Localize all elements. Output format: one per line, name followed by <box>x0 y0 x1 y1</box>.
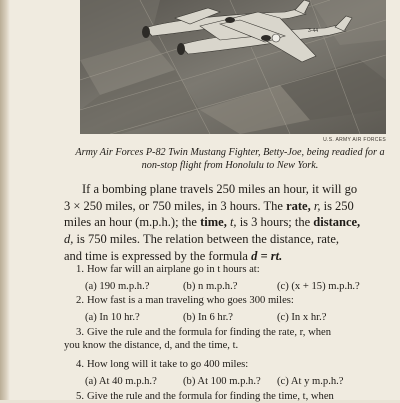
paragraph-line-4: d, is 750 miles. The relation between the distance, rate, <box>64 232 340 247</box>
exercise-text: Give the rule and the formula for finding the time, t, when <box>87 391 334 402</box>
exercise-text: How long will it take to go 400 miles: <box>87 359 249 370</box>
paragraph-line-2: 3 × 250 miles, or 750 miles, in 3 hours. The rate, r, is 250 <box>64 198 354 213</box>
exercise-option: (c) In x hr.? <box>277 312 327 323</box>
exercise-number: 2. <box>76 295 84 306</box>
exercise-number: 3. <box>76 327 84 338</box>
caption-line-1: Army Air Forces P-82 Twin Mustang Fighter, Betty-Joe, being readied for a <box>75 147 385 158</box>
exercise-option: (b) In 6 hr.? <box>183 312 234 323</box>
exercise-text: Give the rule and the formula for finding the rate, r, when <box>87 327 332 338</box>
exercise-number: 1. <box>76 264 84 275</box>
photo-credit: U.S. ARMY AIR FORCES <box>323 137 386 143</box>
tail-marking: 3-44 <box>308 28 319 34</box>
exercise-option: (a) At 40 m.p.h.? <box>85 376 157 387</box>
term-distance: distance, <box>313 215 361 230</box>
formula-d-rt: d = rt. <box>251 248 283 263</box>
exercise-5 <box>64 390 394 403</box>
exercise-option: (c) At y m.p.h.? <box>277 376 344 387</box>
exercise-4 <box>64 358 394 388</box>
paragraph-line-5: and time is expressed by the formula d = rt. <box>64 248 283 263</box>
photo-caption <box>64 146 396 172</box>
exercise-3 <box>64 326 394 352</box>
exercise-text: How fast is a man traveling who goes 300 miles: <box>87 295 294 306</box>
exercise-1 <box>64 263 394 293</box>
intro-paragraph <box>64 181 390 265</box>
exercise-option: (a) In 10 hr.? <box>85 312 140 323</box>
paragraph-line-1: If a bombing plane travels 250 miles an hour, it will go <box>82 182 358 196</box>
exercise-number: 5. <box>76 391 84 402</box>
exercise-2 <box>64 294 394 324</box>
caption-line-2: non-stop flight from Honolulu to New York. <box>141 160 319 171</box>
exercise-option: (b) n m.p.h.? <box>183 281 238 292</box>
term-time: time, <box>200 215 227 230</box>
exercise-option: (a) 190 m.p.h.? <box>85 281 150 292</box>
exercise-text: How far will an airplane go in t hours at: <box>87 264 260 275</box>
aircraft-photo <box>80 0 386 134</box>
book-spine-edge <box>0 0 10 400</box>
exercise-option: (c) (x + 15) m.p.h.? <box>277 281 360 292</box>
paragraph-line-3: miles an hour (m.p.h.); the time, t, is 3 hours; the distance, <box>64 215 361 230</box>
exercise-option: (b) At 100 m.p.h.? <box>183 376 261 387</box>
term-rate: rate, <box>286 198 311 213</box>
exercise-number: 4. <box>76 359 84 370</box>
exercise-continuation: you know the distance, d, and the time, t. <box>64 340 239 351</box>
